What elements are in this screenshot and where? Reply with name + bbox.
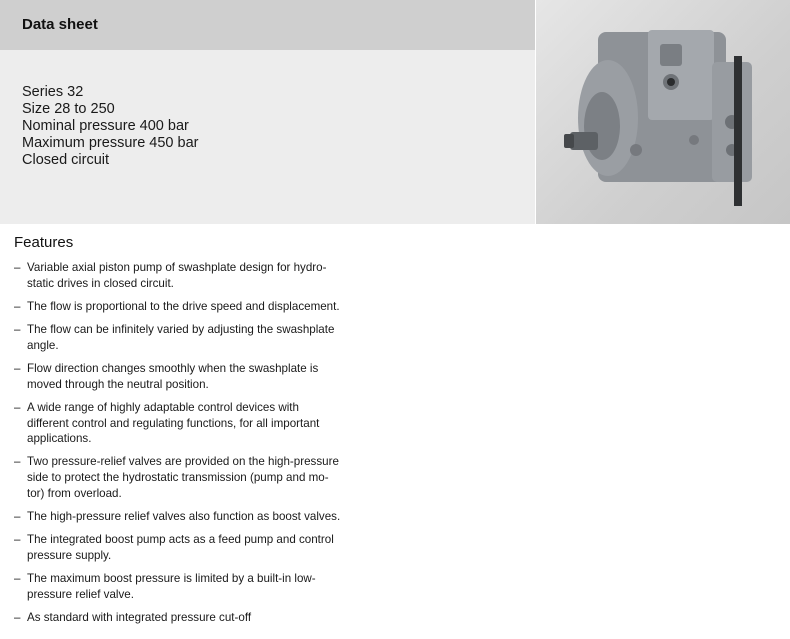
feature-item <box>14 610 364 626</box>
feature-line: different control and regulating functions, for all important <box>27 416 320 430</box>
feature-line: tor) from overload. <box>27 487 122 501</box>
feature-item <box>14 361 364 393</box>
feature-line: As standard with integrated pressure cut-off <box>27 611 252 625</box>
feature-item <box>14 532 364 564</box>
feature-line: The flow can be infinitely varied by adjusting the swashplate <box>27 322 335 336</box>
feature-line: applications. <box>27 432 92 446</box>
bullet-dash: – <box>14 572 21 586</box>
features-list <box>14 260 364 633</box>
control-port-bore <box>667 78 675 86</box>
feature-line: static drives in closed circuit. <box>27 276 174 290</box>
bullet-dash: – <box>14 361 21 375</box>
bullet-dash: – <box>14 322 21 336</box>
feature-line: The high-pressure relief valves also function as boost valves. <box>27 510 341 524</box>
bullet-dash: – <box>14 299 21 313</box>
feature-line: pressure relief valve. <box>27 587 134 601</box>
bullet-dash: – <box>14 400 21 414</box>
bullet-dash: – <box>14 455 21 469</box>
drive-shaft <box>570 132 598 150</box>
bullet-dash: – <box>14 261 21 274</box>
spec-series: Series 32 <box>22 84 84 100</box>
spec-size: Size 28 to 250 <box>22 101 115 117</box>
control-block <box>648 30 714 120</box>
feature-line: Flow direction changes smoothly when the swashplate is <box>27 361 319 375</box>
feature-line: The integrated boost pump acts as a feed pump and control <box>27 533 334 547</box>
feature-item <box>14 322 364 354</box>
page-title: Data sheet <box>22 16 98 33</box>
port-plug <box>689 135 699 145</box>
feature-line: side to protect the hydrostatic transmission (pump and mo- <box>27 471 329 485</box>
feature-line: A wide range of highly adaptable control devices with <box>27 400 299 414</box>
product-photo <box>536 0 790 224</box>
feature-item <box>14 260 364 292</box>
shaft-spline <box>564 134 574 148</box>
spec-circuit: Closed circuit <box>22 152 110 168</box>
port-plug <box>630 144 642 156</box>
axial-piston-pump-photo <box>536 0 790 224</box>
feature-item <box>14 571 364 603</box>
sensor-rod <box>734 56 742 206</box>
feature-line: pressure supply. <box>27 549 112 563</box>
feature-item <box>14 299 364 315</box>
spec-list <box>22 84 199 169</box>
bullet-dash: – <box>14 611 21 625</box>
feature-line: The maximum boost pressure is limited by a built-in low- <box>27 572 316 586</box>
spec-nominal-pressure: Nominal pressure 400 bar <box>22 118 189 134</box>
features-heading: Features <box>14 234 74 251</box>
feature-item <box>14 400 364 447</box>
feature-line: Two pressure-relief valves are provided on the high-pressure <box>27 455 339 469</box>
bullet-dash: – <box>14 510 21 524</box>
bullet-dash: – <box>14 533 21 547</box>
feature-line: The flow is proportional to the drive speed and displacement. <box>27 299 340 313</box>
control-valve <box>660 44 682 66</box>
feature-item <box>14 454 364 501</box>
feature-item <box>14 509 364 525</box>
spec-maximum-pressure: Maximum pressure 450 bar <box>22 135 199 151</box>
feature-line: angle. <box>27 338 59 352</box>
feature-line: Variable axial piston pump of swashplate design for hydro- <box>27 261 327 274</box>
feature-line: moved through the neutral position. <box>27 377 209 391</box>
